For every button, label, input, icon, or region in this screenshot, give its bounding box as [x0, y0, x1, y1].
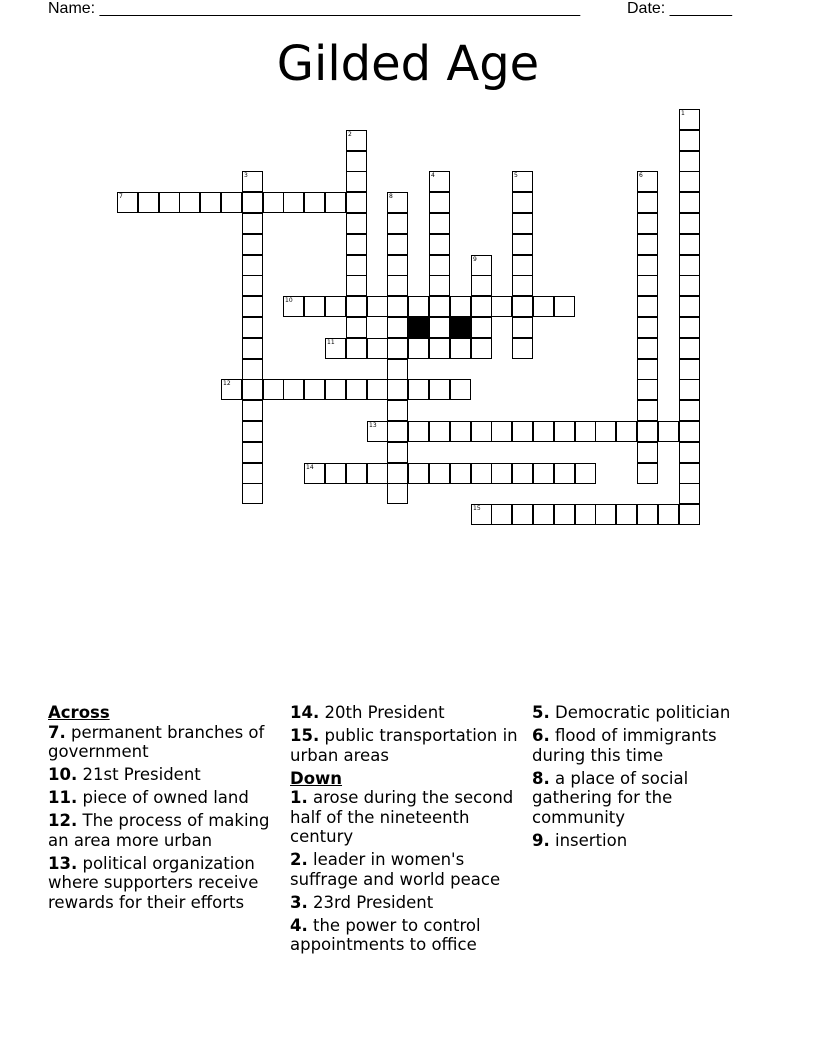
grid-cell[interactable] — [367, 463, 388, 484]
grid-cell[interactable] — [346, 275, 367, 296]
grid-cell[interactable] — [616, 421, 637, 442]
grid-cell[interactable] — [512, 421, 533, 442]
grid-cell[interactable] — [679, 400, 700, 421]
grid-cell[interactable] — [387, 359, 408, 380]
name-line: ______________________________________________________ — [99, 0, 581, 17]
grid-cell[interactable] — [408, 421, 429, 442]
grid-cell[interactable] — [554, 463, 575, 484]
clue-item — [48, 788, 274, 808]
clue-item-text: leader in women's suffrage and world peace — [290, 850, 501, 889]
grid-cell[interactable] — [575, 504, 596, 525]
clue-item-number: 12. — [48, 811, 78, 830]
grid-cell[interactable] — [242, 338, 263, 359]
grid-cell[interactable] — [637, 317, 658, 338]
grid-cell[interactable] — [367, 296, 388, 317]
grid-cell[interactable] — [679, 109, 700, 130]
clue-item-text: The process of making an area more urban — [48, 811, 270, 850]
clue-item-text: Democratic politician — [555, 703, 731, 722]
grid-cell[interactable] — [242, 234, 263, 255]
clue-item — [532, 831, 768, 851]
clue-item-number: 11. — [48, 788, 78, 807]
grid-cell[interactable] — [471, 421, 492, 442]
clue-number: 12 — [223, 380, 231, 387]
grid-cell[interactable] — [367, 379, 388, 400]
grid-cell[interactable] — [346, 213, 367, 234]
grid-cell[interactable] — [575, 421, 596, 442]
clue-item-number: 10. — [48, 765, 78, 784]
grid-cell[interactable] — [242, 213, 263, 234]
grid-cell[interactable] — [575, 463, 596, 484]
grid-cell[interactable] — [346, 379, 367, 400]
grid-cell[interactable] — [200, 192, 221, 213]
clue-item — [532, 769, 768, 828]
grid-cell[interactable] — [159, 192, 180, 213]
grid-cell[interactable] — [408, 338, 429, 359]
grid-cell[interactable] — [387, 379, 408, 400]
grid-cell[interactable] — [679, 359, 700, 380]
clue-item-text: public transportation in urban areas — [290, 726, 518, 765]
grid-cell[interactable] — [679, 255, 700, 276]
clue-heading: Down — [290, 768, 343, 788]
grid-cell[interactable] — [679, 275, 700, 296]
grid-cell[interactable] — [263, 192, 284, 213]
grid-cell[interactable] — [242, 192, 263, 213]
grid-cell[interactable] — [387, 442, 408, 463]
clue-item-number: 6. — [532, 726, 550, 745]
grid-cell[interactable] — [242, 379, 263, 400]
clue-item — [290, 703, 522, 723]
clue-item — [48, 723, 274, 762]
clue-number: 13 — [369, 422, 377, 429]
clue-item-text: piece of owned land — [82, 788, 249, 807]
clue-item-text: the power to control appointments to office — [290, 915, 481, 954]
grid-cell[interactable] — [512, 213, 533, 234]
name-field[interactable] — [48, 0, 580, 18]
grid-cell[interactable] — [325, 338, 346, 359]
grid-cell[interactable] — [512, 338, 533, 359]
grid-cell[interactable] — [679, 338, 700, 359]
grid-cell[interactable] — [637, 275, 658, 296]
clue-number: 1 — [681, 110, 685, 117]
clue-column-1 — [48, 703, 274, 916]
grid-cell[interactable] — [679, 379, 700, 400]
grid-cell[interactable] — [429, 338, 450, 359]
grid-cell[interactable] — [346, 338, 367, 359]
grid-cell[interactable] — [138, 192, 159, 213]
grid-cell[interactable] — [491, 504, 512, 525]
grid-cell[interactable] — [491, 296, 512, 317]
clue-column-3 — [532, 703, 768, 854]
clue-item — [290, 893, 522, 913]
grid-cell[interactable] — [679, 483, 700, 504]
grid-cell[interactable] — [554, 504, 575, 525]
grid-cell[interactable] — [533, 463, 554, 484]
clue-item-text: arose during the second half of the nineteenth century — [290, 788, 514, 846]
grid-cell[interactable] — [533, 504, 554, 525]
grid-cell[interactable] — [242, 463, 263, 484]
grid-cell[interactable] — [117, 192, 138, 213]
grid-cell[interactable] — [512, 275, 533, 296]
grid-cell[interactable] — [637, 338, 658, 359]
grid-cell[interactable] — [679, 504, 700, 525]
grid-cell[interactable] — [512, 255, 533, 276]
clue-item-text: a place of social gathering for the community — [532, 768, 689, 827]
clue-item-number: 8. — [532, 768, 550, 788]
grid-cell[interactable] — [679, 421, 700, 442]
grid-cell[interactable] — [387, 234, 408, 255]
grid-cell[interactable] — [429, 213, 450, 234]
grid-cell[interactable] — [450, 463, 471, 484]
grid-cell[interactable] — [512, 463, 533, 484]
clue-item-text: permanent branches of government — [48, 722, 265, 761]
grid-cell[interactable] — [346, 192, 367, 213]
clue-item — [48, 811, 274, 850]
grid-cell[interactable] — [429, 255, 450, 276]
shaded-cell — [450, 317, 471, 338]
date-field[interactable] — [627, 0, 732, 18]
grid-cell[interactable] — [637, 442, 658, 463]
clue-item — [532, 703, 768, 723]
grid-cell[interactable] — [429, 463, 450, 484]
grid-cell[interactable] — [512, 171, 533, 192]
grid-cell[interactable] — [471, 317, 492, 338]
grid-cell[interactable] — [387, 483, 408, 504]
grid-cell[interactable] — [658, 504, 679, 525]
grid-cell[interactable] — [637, 234, 658, 255]
grid-cell[interactable] — [679, 296, 700, 317]
clue-item-number: 3. — [290, 892, 308, 912]
clue-item-number: 9. — [532, 830, 550, 850]
grid-cell[interactable] — [408, 379, 429, 400]
clue-item-text: 20th President — [324, 703, 445, 722]
grid-cell[interactable] — [387, 255, 408, 276]
clue-number: 2 — [348, 131, 352, 138]
clue-item — [290, 788, 522, 847]
grid-cell[interactable] — [242, 317, 263, 338]
grid-cell[interactable] — [637, 192, 658, 213]
grid-cell[interactable] — [325, 296, 346, 317]
grid-cell[interactable] — [637, 213, 658, 234]
grid-cell[interactable] — [679, 171, 700, 192]
grid-cell[interactable] — [512, 317, 533, 338]
grid-cell[interactable] — [346, 234, 367, 255]
grid-cell[interactable] — [221, 192, 242, 213]
clue-item-number: 13. — [48, 853, 78, 873]
grid-cell[interactable] — [325, 463, 346, 484]
clue-number: 3 — [244, 172, 248, 179]
grid-cell[interactable] — [595, 504, 616, 525]
grid-cell[interactable] — [512, 296, 533, 317]
grid-cell[interactable] — [263, 379, 284, 400]
grid-cell[interactable] — [491, 421, 512, 442]
clue-item — [532, 726, 768, 765]
grid-cell[interactable] — [429, 296, 450, 317]
grid-cell[interactable] — [242, 255, 263, 276]
grid-cell[interactable] — [450, 296, 471, 317]
grid-cell[interactable] — [679, 192, 700, 213]
grid-cell[interactable] — [679, 317, 700, 338]
shaded-cell — [408, 317, 429, 338]
grid-cell[interactable] — [387, 275, 408, 296]
grid-cell[interactable] — [387, 213, 408, 234]
grid-cell[interactable] — [595, 421, 616, 442]
grid-cell[interactable] — [242, 296, 263, 317]
grid-cell[interactable] — [387, 338, 408, 359]
grid-cell[interactable] — [325, 192, 346, 213]
clue-heading: Across — [48, 703, 110, 722]
grid-cell[interactable] — [450, 379, 471, 400]
grid-cell[interactable] — [658, 421, 679, 442]
date-line: _______ — [669, 0, 732, 17]
grid-cell[interactable] — [304, 192, 325, 213]
grid-cell[interactable] — [450, 421, 471, 442]
grid-cell[interactable] — [304, 379, 325, 400]
page-title: Gilded Age — [276, 36, 540, 92]
grid-cell[interactable] — [283, 379, 304, 400]
grid-cell[interactable] — [346, 130, 367, 151]
grid-cell[interactable] — [471, 504, 492, 525]
clue-item-text: 23rd President — [313, 892, 434, 912]
grid-cell[interactable] — [367, 338, 388, 359]
grid-cell[interactable] — [429, 379, 450, 400]
grid-cell[interactable] — [512, 504, 533, 525]
grid-cell[interactable] — [242, 483, 263, 504]
date-label: Date: — [627, 0, 666, 17]
clue-item-number: 14. — [290, 703, 320, 722]
clue-item-number: 1. — [290, 788, 308, 807]
grid-cell[interactable] — [512, 192, 533, 213]
grid-cell[interactable] — [471, 463, 492, 484]
grid-cell[interactable] — [679, 151, 700, 172]
clue-item-text: 21st President — [82, 765, 201, 784]
grid-cell[interactable] — [679, 463, 700, 484]
grid-cell[interactable] — [637, 255, 658, 276]
grid-cell[interactable] — [637, 421, 658, 442]
grid-cell[interactable] — [679, 213, 700, 234]
grid-cell[interactable] — [679, 442, 700, 463]
clue-item-number: 7. — [48, 722, 66, 742]
name-label: Name: — [48, 0, 96, 17]
grid-cell[interactable] — [179, 192, 200, 213]
clue-item-text: political organization where supporters receive rewards for their efforts — [48, 853, 259, 912]
grid-cell[interactable] — [387, 296, 408, 317]
clue-item — [290, 726, 522, 765]
grid-cell[interactable] — [471, 275, 492, 296]
clue-item-number: 2. — [290, 850, 308, 869]
grid-cell[interactable] — [533, 421, 554, 442]
grid-cell[interactable] — [679, 234, 700, 255]
grid-cell[interactable] — [429, 317, 450, 338]
clue-number: 9 — [473, 256, 477, 263]
grid-cell[interactable] — [346, 463, 367, 484]
grid-cell[interactable] — [429, 275, 450, 296]
grid-cell[interactable] — [554, 421, 575, 442]
clue-number: 5 — [514, 172, 518, 179]
grid-cell[interactable] — [637, 504, 658, 525]
clue-item-number: 5. — [532, 703, 550, 722]
grid-cell[interactable] — [283, 296, 304, 317]
grid-cell[interactable] — [346, 151, 367, 172]
grid-cell[interactable] — [408, 296, 429, 317]
grid-cell[interactable] — [679, 130, 700, 151]
grid-cell[interactable] — [471, 255, 492, 276]
grid-cell[interactable] — [429, 421, 450, 442]
grid-cell[interactable] — [450, 338, 471, 359]
grid-cell[interactable] — [242, 359, 263, 380]
grid-cell[interactable] — [471, 338, 492, 359]
grid-cell[interactable] — [387, 317, 408, 338]
clue-number: 8 — [389, 193, 393, 200]
clue-number: 4 — [431, 172, 435, 179]
grid-cell[interactable] — [429, 171, 450, 192]
clue-number: 15 — [473, 505, 481, 512]
grid-cell[interactable] — [387, 192, 408, 213]
grid-cell[interactable] — [637, 359, 658, 380]
grid-cell[interactable] — [283, 192, 304, 213]
grid-cell[interactable] — [387, 421, 408, 442]
grid-cell[interactable] — [221, 379, 242, 400]
grid-cell[interactable] — [554, 296, 575, 317]
grid-cell[interactable] — [637, 379, 658, 400]
clue-item-number: 4. — [290, 915, 308, 935]
grid-cell[interactable] — [242, 171, 263, 192]
grid-cell[interactable] — [637, 400, 658, 421]
clue-number: 7 — [119, 193, 123, 200]
clue-item — [48, 854, 274, 913]
clue-item-text: insertion — [555, 830, 628, 850]
grid-cell[interactable] — [533, 296, 554, 317]
grid-cell[interactable] — [616, 504, 637, 525]
clue-number: 14 — [306, 464, 314, 471]
grid-cell[interactable] — [512, 234, 533, 255]
grid-cell[interactable] — [491, 463, 512, 484]
grid-cell[interactable] — [304, 463, 325, 484]
grid-cell[interactable] — [242, 421, 263, 442]
grid-cell[interactable] — [408, 463, 429, 484]
grid-cell[interactable] — [637, 463, 658, 484]
grid-cell[interactable] — [367, 421, 388, 442]
grid-cell[interactable] — [387, 463, 408, 484]
grid-cell[interactable] — [429, 192, 450, 213]
grid-cell[interactable] — [346, 317, 367, 338]
grid-cell[interactable] — [325, 379, 346, 400]
clue-item-number: 15. — [290, 726, 320, 745]
grid-cell[interactable] — [242, 442, 263, 463]
clue-column-2 — [290, 703, 522, 958]
clue-item — [290, 916, 522, 955]
grid-cell[interactable] — [242, 400, 263, 421]
clue-number: 6 — [639, 172, 643, 179]
clue-item — [48, 765, 274, 785]
grid-cell[interactable] — [242, 275, 263, 296]
grid-cell[interactable] — [429, 234, 450, 255]
grid-cell[interactable] — [304, 296, 325, 317]
clue-number: 10 — [285, 297, 293, 304]
clue-number: 11 — [327, 339, 335, 346]
clue-item-text: flood of immigrants during this time — [532, 726, 717, 765]
grid-cell[interactable] — [346, 255, 367, 276]
grid-cell[interactable] — [637, 171, 658, 192]
grid-cell[interactable] — [346, 171, 367, 192]
clue-item — [290, 850, 522, 889]
grid-cell[interactable] — [387, 400, 408, 421]
grid-cell[interactable] — [346, 296, 367, 317]
grid-cell[interactable] — [637, 296, 658, 317]
grid-cell[interactable] — [471, 296, 492, 317]
